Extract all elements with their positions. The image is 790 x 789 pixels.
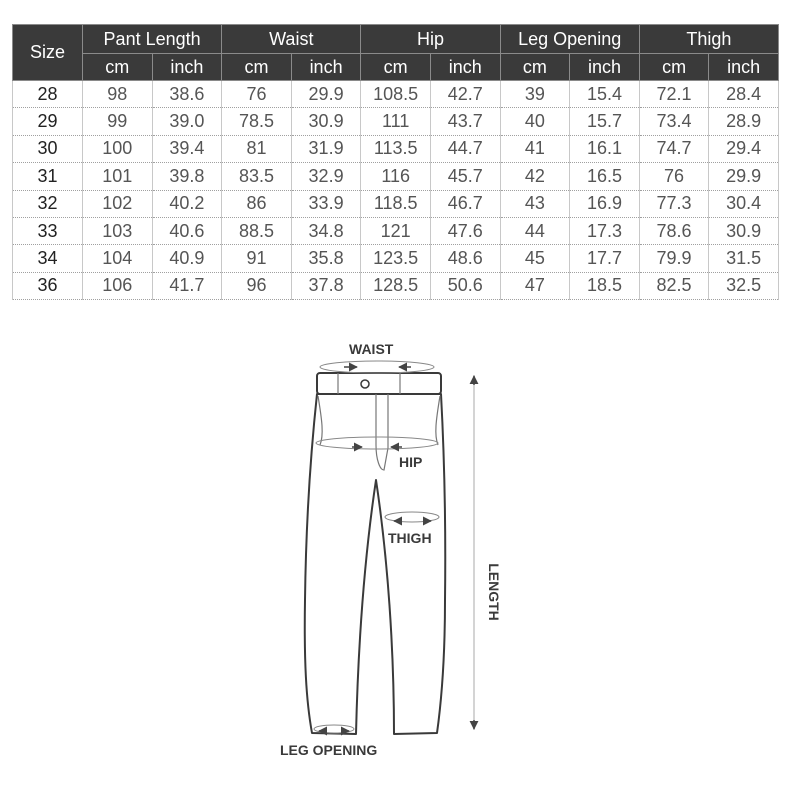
measurement-cell: 41 [500,135,570,162]
group-header-hip: Hip [361,25,500,54]
waist-guide [320,361,434,373]
unit-header: inch [152,54,222,81]
measurement-cell: 39.0 [152,108,222,135]
measurement-cell: 15.7 [570,108,640,135]
measurement-cell: 15.4 [570,81,640,108]
measurement-cell: 101 [83,163,153,190]
length-label: LENGTH [486,563,502,621]
unit-header: inch [430,54,500,81]
measurement-cell: 37.8 [291,272,361,299]
measurement-cell: 79.9 [639,245,709,272]
measurement-cell: 111 [361,108,431,135]
measurement-cell: 18.5 [570,272,640,299]
measurement-cell: 33.9 [291,190,361,217]
measurement-cell: 30.9 [291,108,361,135]
measurement-cell: 48.6 [430,245,500,272]
left-pocket [318,396,322,445]
measurement-cell: 121 [361,217,431,244]
fly-stitching [376,394,388,470]
measurement-cell: 106 [83,272,153,299]
measurement-cell: 86 [222,190,292,217]
size-cell: 36 [13,272,83,299]
unit-header: inch [291,54,361,81]
measurement-cell: 50.6 [430,272,500,299]
measurement-cell: 43.7 [430,108,500,135]
measurement-cell: 35.8 [291,245,361,272]
measurement-cell: 77.3 [639,190,709,217]
hip-guide [316,437,438,449]
waistband [317,373,441,394]
measurement-cell: 45.7 [430,163,500,190]
measurement-cell: 76 [639,163,709,190]
measurement-cell: 96 [222,272,292,299]
measurement-cell: 46.7 [430,190,500,217]
measurement-cell: 44.7 [430,135,500,162]
size-cell: 30 [13,135,83,162]
unit-header: cm [361,54,431,81]
group-header-waist: Waist [222,25,361,54]
measurement-cell: 29.9 [709,163,779,190]
measurement-cell: 118.5 [361,190,431,217]
measurement-cell: 42 [500,163,570,190]
measurement-cell: 88.5 [222,217,292,244]
thigh-label: THIGH [388,530,432,546]
measurement-cell: 39 [500,81,570,108]
pants-outline [305,373,446,734]
measurement-cell: 72.1 [639,81,709,108]
measurement-cell: 108.5 [361,81,431,108]
measurement-cell: 73.4 [639,108,709,135]
group-header-pant-length: Pant Length [83,25,222,54]
measurement-cell: 39.8 [152,163,222,190]
measurement-cell: 81 [222,135,292,162]
size-cell: 32 [13,190,83,217]
measurement-cell: 31.5 [709,245,779,272]
measurement-cell: 17.7 [570,245,640,272]
measurement-cell: 38.6 [152,81,222,108]
size-cell: 28 [13,81,83,108]
measurement-cell: 47.6 [430,217,500,244]
measurement-cell: 30.4 [709,190,779,217]
unit-header: cm [500,54,570,81]
measurement-cell: 32.5 [709,272,779,299]
measurement-cell: 45 [500,245,570,272]
measurement-cell: 28.4 [709,81,779,108]
measurement-cell: 16.1 [570,135,640,162]
measurement-cell: 29.9 [291,81,361,108]
measurement-cell: 41.7 [152,272,222,299]
measurement-cell: 16.9 [570,190,640,217]
measurement-cell: 32.9 [291,163,361,190]
measurement-arrows [319,367,474,731]
unit-header: cm [639,54,709,81]
measurement-cell: 42.7 [430,81,500,108]
waist-label: WAIST [349,341,394,357]
measurement-cell: 40 [500,108,570,135]
waist-button-icon [361,380,369,388]
measurement-cell: 30.9 [709,217,779,244]
measurement-cell: 98 [83,81,153,108]
size-cell: 33 [13,217,83,244]
measurement-cell: 91 [222,245,292,272]
unit-header: inch [709,54,779,81]
measurement-cell: 34.8 [291,217,361,244]
measurement-cell: 78.5 [222,108,292,135]
measurement-cell: 40.6 [152,217,222,244]
leg-opening-label: LEG OPENING [280,742,378,758]
right-pocket [436,396,440,445]
measurement-cell: 116 [361,163,431,190]
measurement-cell: 102 [83,190,153,217]
unit-header: inch [570,54,640,81]
measurement-cell: 76 [222,81,292,108]
measurement-cell: 78.6 [639,217,709,244]
size-cell: 34 [13,245,83,272]
measurement-cell: 28.9 [709,108,779,135]
unit-header: cm [83,54,153,81]
measurement-cell: 39.4 [152,135,222,162]
measurement-cell: 128.5 [361,272,431,299]
measurement-cell: 82.5 [639,272,709,299]
size-cell: 29 [13,108,83,135]
measurement-cell: 40.2 [152,190,222,217]
group-header-leg-opening: Leg Opening [500,25,639,54]
measurement-cell: 40.9 [152,245,222,272]
measurement-cell: 99 [83,108,153,135]
size-cell: 31 [13,163,83,190]
measurement-cell: 113.5 [361,135,431,162]
measurement-cell: 83.5 [222,163,292,190]
measurement-cell: 104 [83,245,153,272]
pants-body [305,394,446,734]
measurement-cell: 103 [83,217,153,244]
measurement-cell: 16.5 [570,163,640,190]
measurement-cell: 31.9 [291,135,361,162]
unit-header: cm [222,54,292,81]
measurement-cell: 29.4 [709,135,779,162]
measurement-cell: 44 [500,217,570,244]
measurement-cell: 74.7 [639,135,709,162]
hip-label: HIP [399,454,423,470]
measurement-cell: 17.3 [570,217,640,244]
measurement-cell: 123.5 [361,245,431,272]
size-header: Size [13,25,83,81]
measurement-cell: 47 [500,272,570,299]
group-header-thigh: Thigh [639,25,778,54]
leg-opening-guide [314,725,354,733]
measurement-cell: 100 [83,135,153,162]
measurement-cell: 43 [500,190,570,217]
